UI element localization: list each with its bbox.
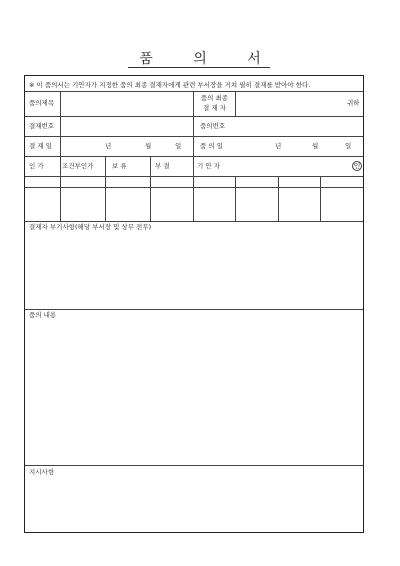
proposal-number-label: 품의번호 (200, 122, 226, 130)
approval-date-year: 년 (105, 142, 112, 150)
approval-date-label: 결 재 일 (29, 142, 52, 150)
conditional-approve-label: 조건부인가 (62, 162, 94, 170)
instructions-label: 지시사항 (29, 468, 55, 476)
attached-notes-field[interactable] (25, 233, 363, 309)
approval-date-field[interactable] (61, 137, 192, 156)
subject-field[interactable] (61, 92, 192, 116)
proposal-content-field[interactable] (25, 321, 363, 465)
proposal-date-month: 월 (312, 142, 319, 150)
approval-number-field[interactable] (61, 117, 192, 136)
reject-label: 부 결 (155, 162, 170, 170)
attached-notes-label: 결재자 부기사항(해당 부서장 및 상무 전무) (29, 223, 152, 231)
signature-box-5[interactable] (194, 177, 235, 221)
proposal-date-label: 품 의 일 (200, 142, 223, 150)
proposal-date-year: 년 (275, 142, 282, 150)
proposal-date-day: 일 (345, 142, 352, 150)
divider-section-1 (25, 309, 363, 310)
drafter-label: 기 안 자 (197, 162, 220, 170)
signature-box-approve[interactable] (25, 177, 60, 221)
approval-number-label: 결재번호 (29, 122, 55, 130)
signature-box-reject[interactable] (151, 177, 193, 221)
proposal-content-label: 품의 내용 (29, 311, 57, 319)
proposal-number-field[interactable] (236, 117, 363, 136)
approval-date-day: 일 (175, 142, 182, 150)
final-approver-label-2: 결 재 자 (203, 104, 226, 112)
page-title (0, 48, 400, 68)
approval-date-month: 월 (145, 142, 152, 150)
title-char-3: 서 (247, 51, 261, 67)
title-char-2: 의 (193, 51, 207, 67)
approval-form (24, 75, 364, 533)
honorific-text: 귀하 (347, 99, 360, 107)
seal-icon: 인 (353, 162, 361, 170)
instructions-field[interactable] (25, 478, 363, 531)
final-approver-field[interactable] (236, 92, 346, 116)
title-char-1: 품 (139, 51, 153, 67)
signature-box-6[interactable] (236, 177, 278, 221)
subject-label: 품의제목 (29, 99, 55, 107)
divider-section-2 (25, 465, 363, 466)
approve-label: 인 가 (29, 162, 44, 170)
final-approver-label-1: 품의 최종 (200, 94, 229, 102)
signature-box-hold[interactable] (106, 177, 150, 221)
signature-box-conditional[interactable] (61, 177, 105, 221)
signature-box-8[interactable] (321, 177, 363, 221)
title-underline (128, 67, 270, 68)
signature-box-7[interactable] (279, 177, 320, 221)
notice-text: ※ 이 품의서는 기안자가 지정한 품의 최종 결재자에게 관련 부서장을 거쳐 필히 결재를 받아야 한다. (29, 81, 311, 89)
hold-label: 보 류 (112, 162, 127, 170)
divider-row-6 (25, 221, 363, 222)
drafter-field[interactable] (236, 157, 351, 176)
